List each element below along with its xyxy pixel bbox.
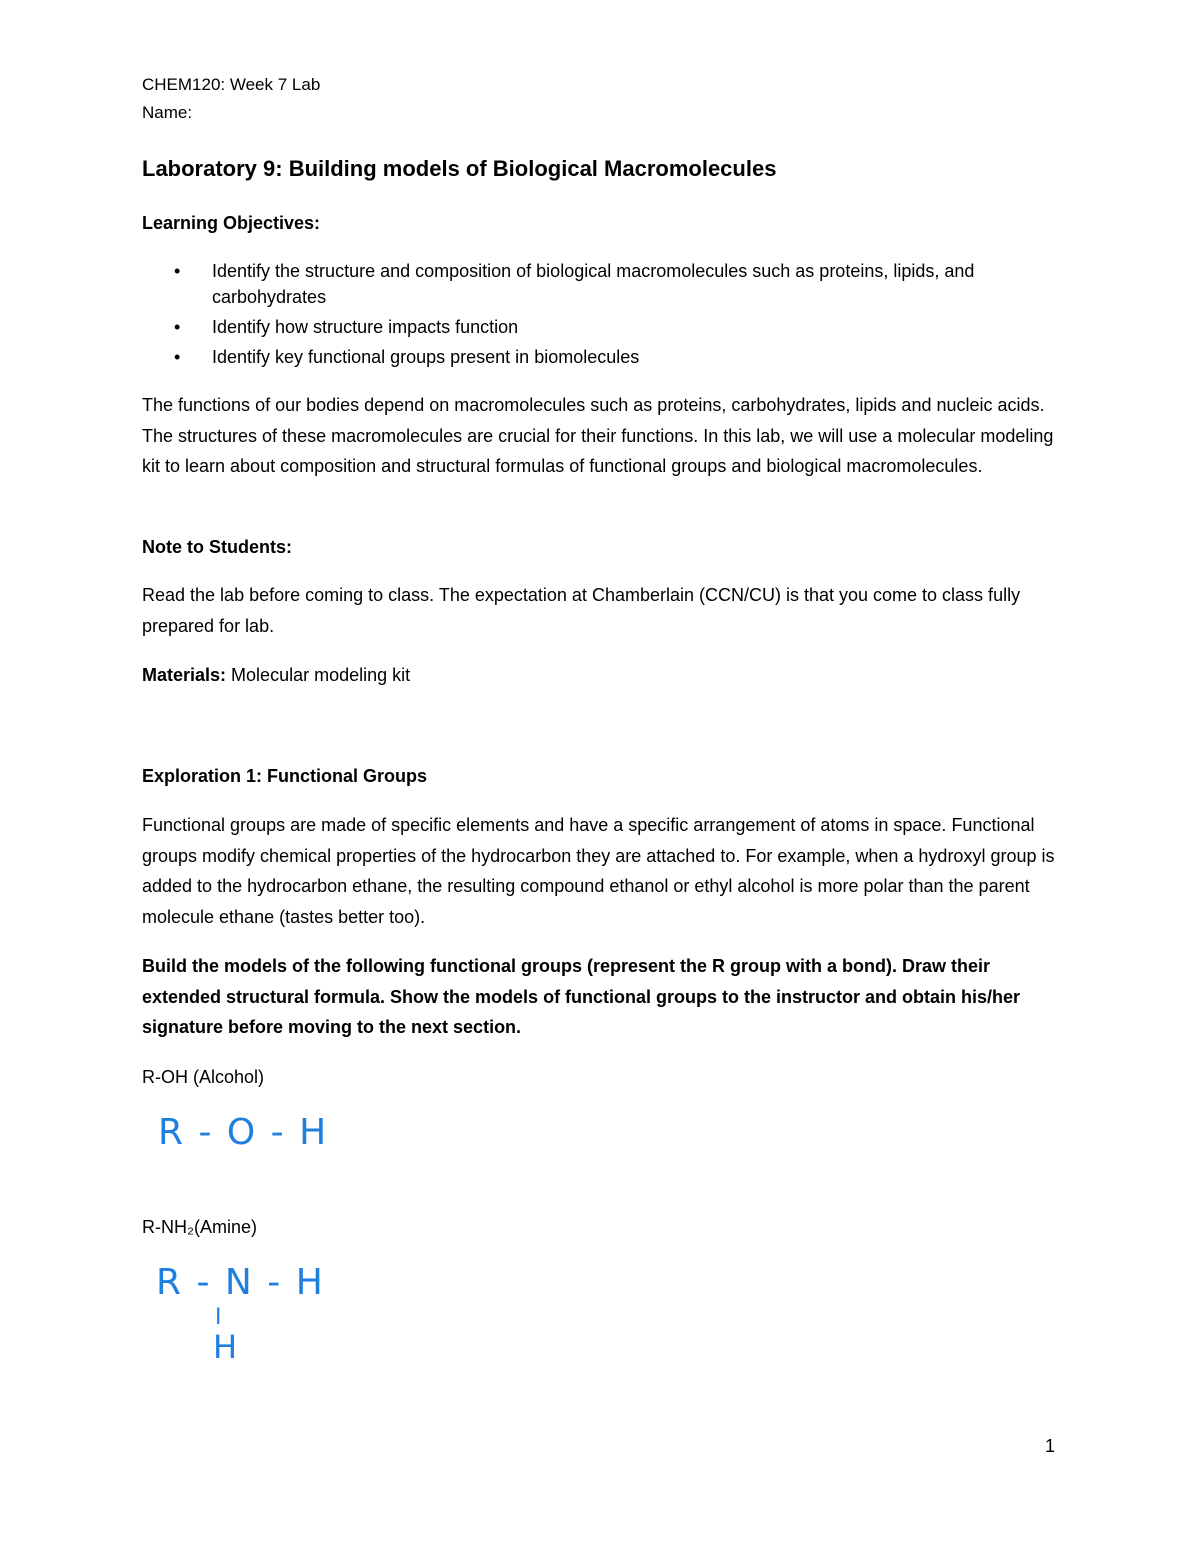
exploration-heading: Exploration 1: Functional Groups — [142, 766, 428, 786]
bullet-icon: • — [174, 261, 181, 281]
amine-handwritten-bond: I — [215, 1305, 224, 1330]
objective-text: Identify how structure impacts function — [212, 317, 519, 337]
page-title: Laboratory 9: Building models of Biological Macromolecules — [142, 156, 777, 181]
list-item — [142, 258, 1082, 310]
bullet-icon: • — [174, 317, 181, 337]
objective-text: Identify key functional groups present in biomolecules — [212, 347, 640, 367]
objectives-heading: Learning Objectives: — [142, 213, 321, 233]
list-item — [142, 344, 1082, 370]
page-number: 1 — [1045, 1436, 1056, 1456]
materials-line — [142, 664, 410, 686]
alcohol-label: R-OH (Alcohol) — [142, 1067, 265, 1087]
list-item — [142, 314, 1082, 340]
intro-paragraph: The functions of our bodies depend on macromolecules such as proteins, carbohydrates, lipids and nucleic acids. The structures of these macromolecules are crucial for their functions. In this lab, we will use a molecular modeling kit to learn about composition and structural formulas of functional groups and biological macromolecules. — [142, 395, 1054, 476]
note-text: Read the lab before coming to class. The expectation at Chamberlain (CCN/CU) is that you come to class fully prepared for lab. — [142, 585, 1021, 636]
note-heading: Note to Students: — [142, 537, 292, 557]
amine-handwritten-formula: R - N - H — [156, 1262, 325, 1303]
course-header: CHEM120: Week 7 Lab — [142, 75, 321, 94]
objective-text: Identify the structure and composition of biological macromolecules such as proteins, lipids, and carbohydrates — [212, 261, 975, 307]
materials-text: Molecular modeling kit — [226, 665, 411, 685]
amine-handwritten-h: H — [213, 1328, 240, 1366]
exploration-paragraph: Functional groups are made of specific elements and have a specific arrangement of atoms in space. Functional groups modify chemical properties of the hydrocarbon they are attached to. For example, when a hydroxyl group is added to the hydrocarbon ethane, the resulting compound ethanol or ethyl alcohol is more polar than the parent molecule ethane (tastes better too). — [142, 815, 1055, 927]
instruction-paragraph: Build the models of the following functional groups (represent the R group with a bond). Draw their extended structural formula. Show the models of functional groups to the instructor and obtain his/her signature before moving to the next section. — [142, 956, 1021, 1037]
bullet-icon: • — [174, 347, 181, 367]
alcohol-handwritten-formula: R - O - H — [158, 1112, 329, 1153]
amine-label: R-NH₂(Amine) — [142, 1217, 257, 1237]
materials-label: Materials: — [142, 665, 227, 685]
name-label: Name: — [142, 103, 193, 122]
objectives-list — [142, 258, 1082, 374]
